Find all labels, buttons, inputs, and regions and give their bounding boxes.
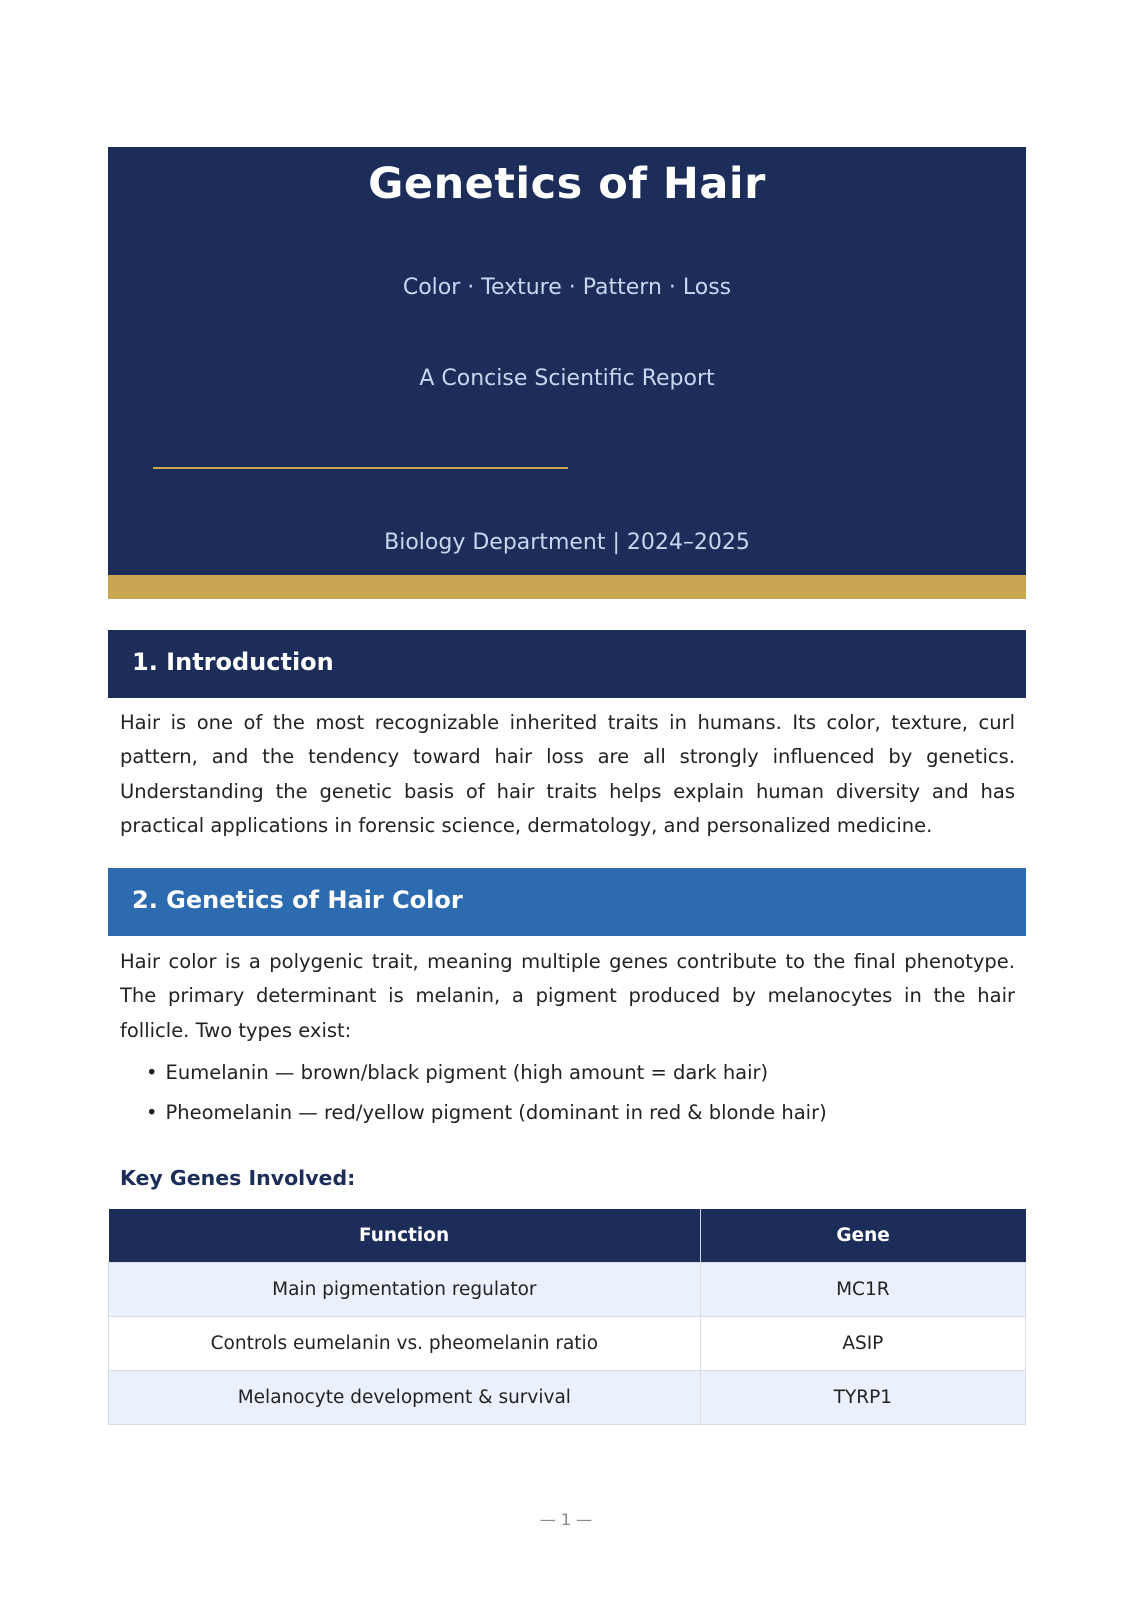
table-row xyxy=(109,1317,1026,1371)
key-genes-table xyxy=(108,1209,1026,1425)
column-header-function: Function xyxy=(109,1209,701,1263)
title-banner xyxy=(108,147,1026,575)
hair-color-paragraph: Hair color is a polygenic trait, meaning multiple genes contribute to the final phenotype. The primary determinant is melanin, a pigment produced by melanocytes in the hair follicle. Two types exist: xyxy=(120,950,1015,1042)
bullet-text: Eumelanin — brown/black pigment (high amount = dark hair) xyxy=(165,1061,769,1084)
key-genes-heading: Key Genes Involved: xyxy=(120,1166,356,1190)
function-cell: Melanocyte development & survival xyxy=(109,1371,701,1425)
gene-cell: TYRP1 xyxy=(700,1371,1025,1425)
bullet-text: Pheomelanin — red/yellow pigment (dominant in red & blonde hair) xyxy=(165,1101,827,1124)
list-item xyxy=(146,1057,827,1097)
gold-accent-bar xyxy=(108,575,1026,599)
function-cell: Controls eumelanin vs. pheomelanin ratio xyxy=(109,1317,701,1371)
report-type: A Concise Scientific Report xyxy=(419,366,715,391)
document-subtitle: Color · Texture · Pattern · Loss xyxy=(402,275,732,300)
column-header-gene: Gene xyxy=(700,1209,1025,1263)
melanin-bullet-list xyxy=(146,1057,827,1137)
bullet-icon: • xyxy=(146,1101,158,1124)
department-line: Biology Department | 2024–2025 xyxy=(384,530,750,555)
list-item xyxy=(146,1097,827,1137)
gene-cell: MC1R xyxy=(700,1263,1025,1317)
gene-cell: ASIP xyxy=(700,1317,1025,1371)
introduction-paragraph: Hair is one of the most recognizable inherited traits in humans. Its color, texture, curl pattern, and the tendency toward hair loss are all strongly influenced by genetics. Understanding the genetic basis of hair traits helps explain human diversity and has practical applications in forensic science, dermatology, and personalized medicine. xyxy=(120,711,1015,837)
bullet-icon: • xyxy=(146,1061,158,1084)
table-row xyxy=(109,1263,1026,1317)
section-heading-hair-color: 2. Genetics of Hair Color xyxy=(108,868,1026,936)
section-heading-introduction: 1. Introduction xyxy=(108,630,1026,698)
page-number: — 1 — xyxy=(539,1510,593,1529)
gold-divider xyxy=(153,467,568,469)
table-row xyxy=(109,1371,1026,1425)
document-title: Genetics of Hair xyxy=(368,159,766,209)
function-cell: Main pigmentation regulator xyxy=(109,1263,701,1317)
table-header-row xyxy=(109,1209,1026,1263)
